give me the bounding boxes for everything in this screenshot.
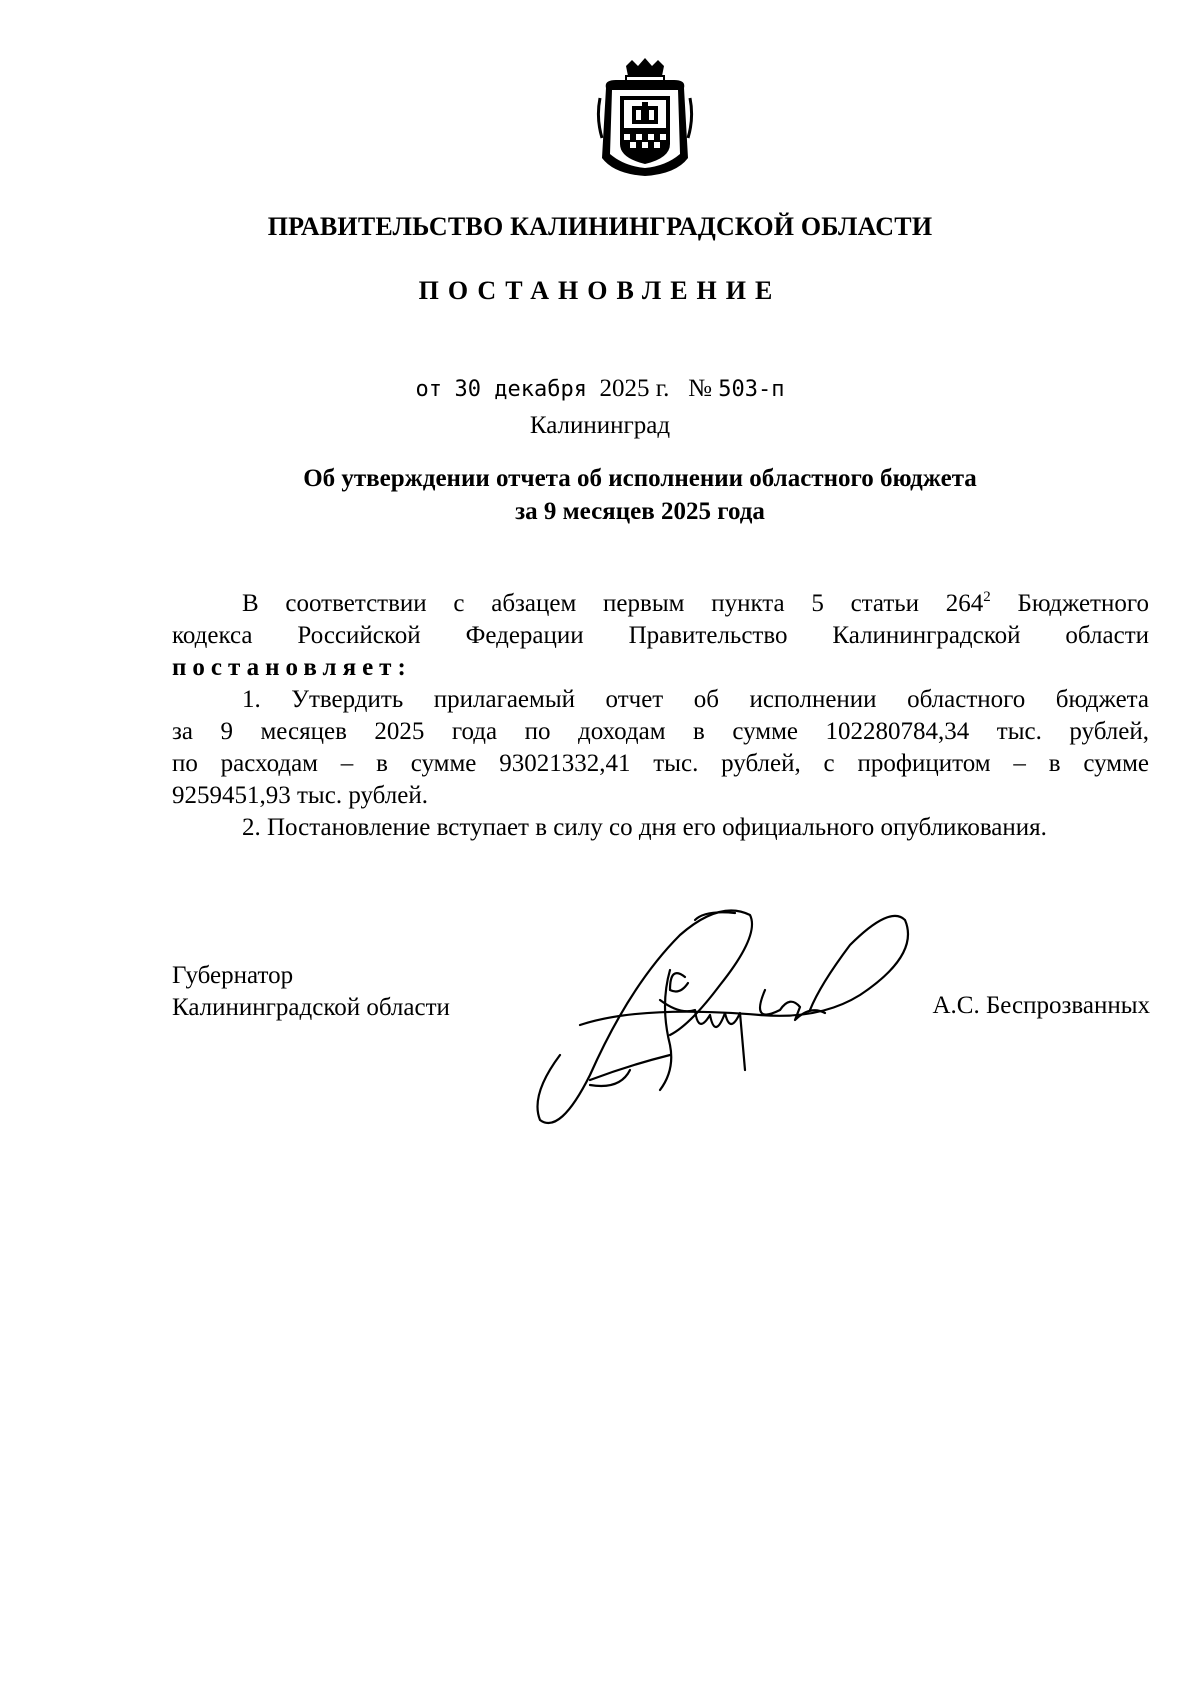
date-year: 2025 г. (599, 375, 670, 402)
signer-position: Губернатор Калининградской области (172, 962, 450, 1021)
document-type: ПОСТАНОВЛЕНИЕ (418, 276, 782, 305)
date-filled: 30 декабря (454, 377, 587, 402)
item-1-line: за 9 месяцев 2025 года по доходам в сумме 102280784,34 тыс. рублей, (172, 718, 1149, 745)
signer-name: А.С. Беспрозванных (932, 992, 1150, 1019)
superscript: 2 (983, 589, 991, 605)
item-1-line: по расходам – в сумме 93021332,41 тыс. рублей, с профицитом – в сумме (172, 750, 1149, 777)
paragraph-line: кодекса Российской Федерации Правительство Калининградской области (172, 622, 1149, 649)
city: Калининград (529, 412, 671, 439)
document-body (172, 588, 1149, 844)
item-1-line: 9259451,93 тыс. рублей. (172, 782, 428, 809)
number-sign: № (688, 375, 712, 402)
document-title (200, 462, 1080, 528)
organization-name: ПРАВИТЕЛЬСТВО КАЛИНИНГРАДСКОЙ ОБЛАСТИ (267, 212, 933, 241)
document-number: 503-п (718, 377, 785, 402)
title-line: за 9 месяцев 2025 года (515, 498, 765, 525)
item-1-line: 1. Утвердить прилагаемый отчет об исполнении областного бюджета (242, 686, 1149, 713)
handwritten-signature (520, 895, 940, 1130)
date-prefix: от (415, 377, 442, 402)
title-line: Об утверждении отчета об исполнении областного бюджета (303, 465, 977, 492)
resolution-word: постановляет: (172, 654, 412, 681)
item-2: 2. Постановление вступает в силу со дня его официального опубликования. (242, 814, 1047, 841)
paragraph-line: В соответствии с абзацем первым пункта 5 статьи $264^2$ Бюджетного (242, 589, 1149, 617)
coat-of-arms-emblem (596, 58, 694, 178)
date-number-line (0, 375, 1200, 403)
